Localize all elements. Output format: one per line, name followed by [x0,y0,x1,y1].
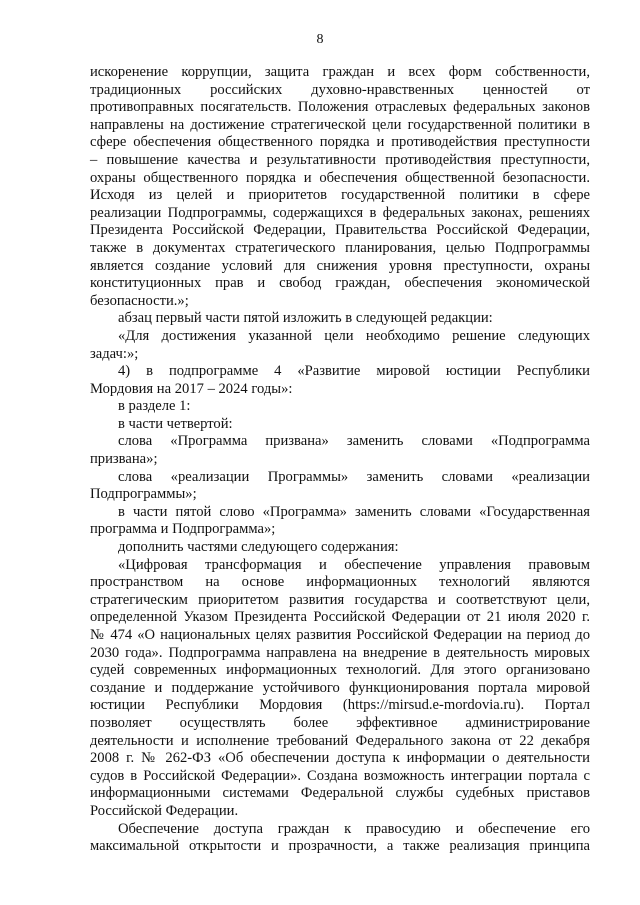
text-line: в разделе 1: [118,398,191,415]
paragraph [90,363,590,398]
text-line: 2030 года». Подпрограмма направлена на внедрение в деятельность мировых [90,644,590,661]
text-line: 2008 г. № 262-ФЗ «Об обеспечении доступа к информации о деятельности [90,750,590,767]
text-line: задач:»; [90,345,139,362]
text-line: судей современных информационных технологий. Для этого организовано [90,662,590,679]
text-line: призвана»; [90,451,158,468]
text-line: также в документах стратегического планирования, целью Подпрограммы [90,239,590,256]
text-line: слова «реализации Программы» заменить словами «реализации [118,468,590,485]
text-line: безопасности.»; [90,292,189,309]
paragraph [90,821,590,856]
paragraph [90,398,590,416]
text-line: абзац первый части пятой изложить в следующей редакции: [118,310,493,327]
text-line: Подпрограммы»; [90,486,197,503]
paragraph [90,64,590,310]
text-line: слова «Программа призвана» заменить словами «Подпрограмма [118,433,590,450]
text-line: определенной Указом Президента Российской Федерации от 21 июля 2020 г. [90,609,590,626]
paragraph [90,328,590,363]
text-line: дополнить частями следующего содержания: [118,539,399,556]
text-line: стратегическим приоритетом развития государства и соответствуют цели, [90,591,590,608]
text-line: пространством на основе информационных технологий являются [90,574,590,591]
text-line: реализации Подпрограммы, содержащихся в федеральных законах, решениях [90,204,590,221]
text-line: сфере обеспечения общественного порядка и противодействия преступности [90,134,590,151]
text-line: Обеспечение доступа граждан к правосудию и обеспечение его [118,820,590,837]
text-line: в части четвертой: [118,415,233,432]
text-line: Исходя из целей и приоритетов государственной политики в сфере [90,187,590,204]
text-line: Российской Федерации. [90,802,239,819]
paragraph [90,310,590,328]
text-line: является создание условий для снижения уровня преступности, охраны [90,257,590,274]
document-body [90,64,590,856]
text-line: судов в Российской Федерации». Создана возможность интеграции портала с [90,767,590,784]
text-line: противоправных посягательств. Положения отраслевых федеральных законов [90,99,590,116]
text-line: Мордовия на 2017 – 2024 годы»: [90,380,293,397]
paragraph [90,539,590,557]
text-line: направлены на достижение стратегической цели государственной политики в [90,116,590,133]
paragraph [90,557,590,821]
paragraph [90,504,590,539]
text-line: охраны общественного порядка и обеспечения общественной безопасности. [90,169,590,186]
paragraph [90,469,590,504]
text-line: Президента Российской Федерации, Правительства Российской Федерации, [90,222,590,239]
text-line: в части пятой слово «Программа» заменить словами «Государственная [118,503,590,520]
text-line: «Для достижения указанной цели необходимо решение следующих [118,327,590,344]
text-line: информационными системами Федеральной службы судебных приставов [90,785,590,802]
text-line: позволяет осуществлять более эффективное администрирование [90,714,590,731]
text-line: деятельности и исполнение требований Федерального закона от 22 декабря [90,732,590,749]
text-line: максимальной открытости и прозрачности, а также реализация принципа [90,838,590,855]
paragraph [90,416,590,434]
text-line: традиционных российских духовно-нравственных ценностей от [90,81,590,98]
text-line: искоренение коррупции, защита граждан и всех форм собственности, [90,64,590,80]
text-line: 4) в подпрограмме 4 «Развитие мировой юстиции Республики [118,363,590,380]
text-line: создание и поддержание устойчивого функционирования портала мировой [90,679,590,696]
paragraph [90,433,590,468]
text-line: «Цифровая трансформация и обеспечение управления правовым [118,556,590,573]
text-line: – повышение качества и результативности противодействия преступности, [90,151,590,168]
text-line: № 474 «О национальных целях развития Российской Федерации на период до [90,627,590,643]
text-line: конституционных прав и свобод граждан, обеспечения экономической [90,275,590,292]
page-number: 8 [316,32,324,47]
text-line: программа и Подпрограмма»; [90,521,276,538]
text-line: юстиции Республики Мордовия (https://mirsud.e-mordovia.ru). Портал [90,697,590,714]
